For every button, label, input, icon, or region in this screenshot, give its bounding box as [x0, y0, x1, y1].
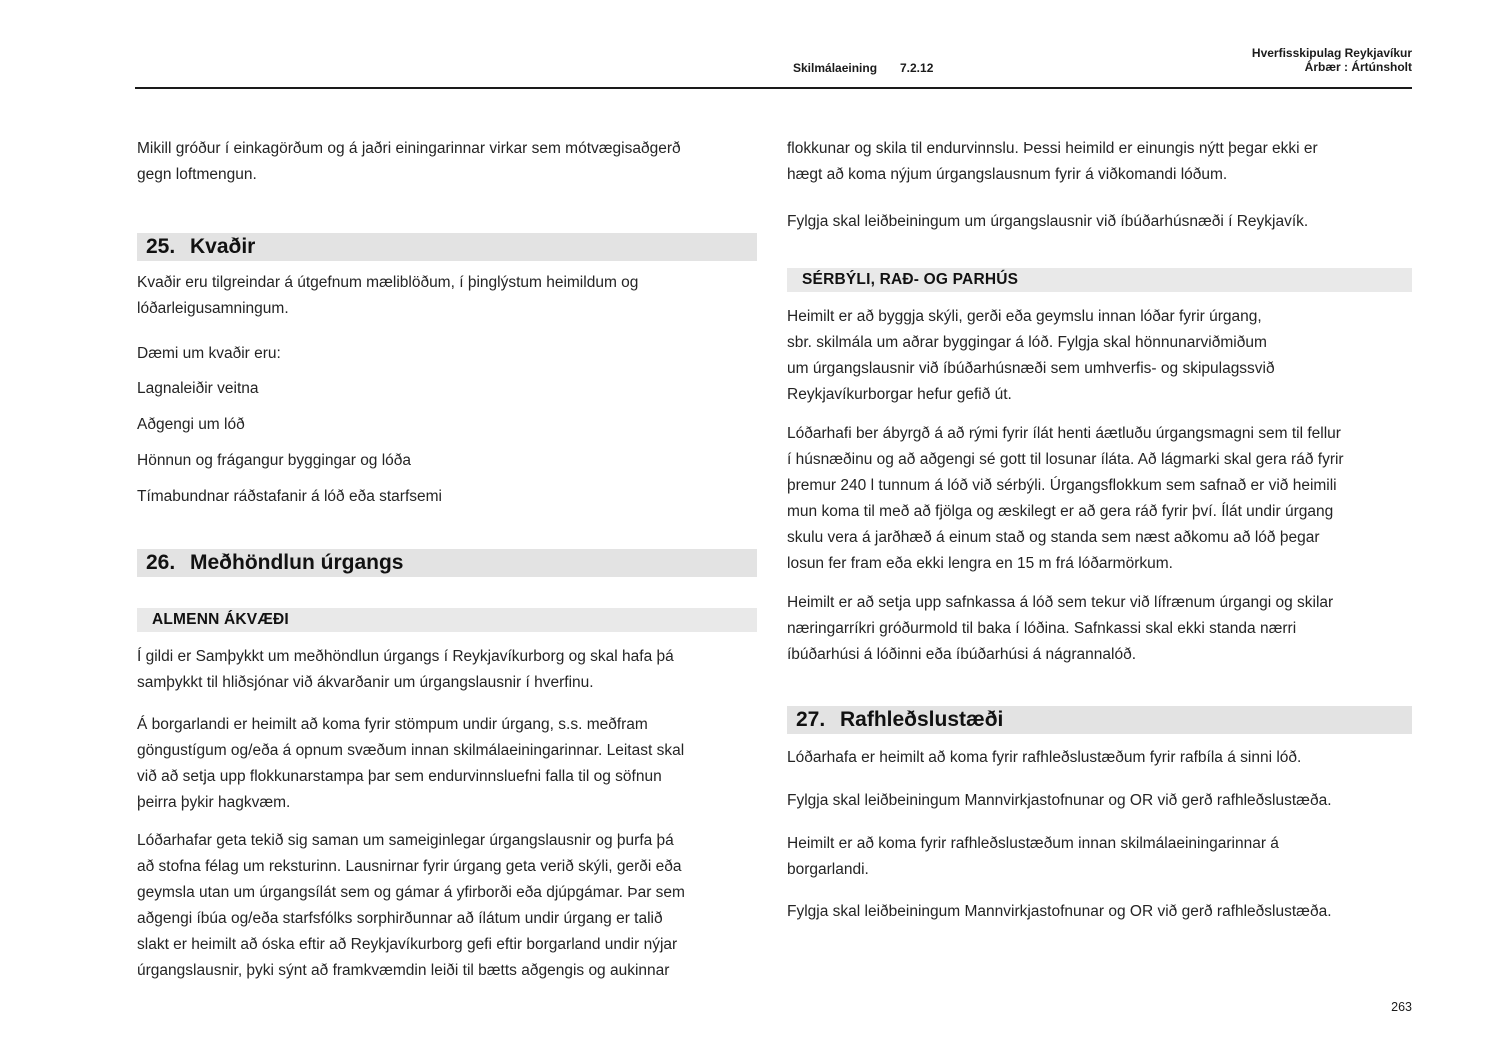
text-line: Aðgengi um lóð: [137, 416, 245, 433]
text-line: Heimilt er að koma fyrir rafhleðslustæðum innan skilmálaeiningarinnar á: [787, 835, 1279, 852]
text-line: Í gildi er Samþykkt um meðhöndlun úrgangs í Reykjavíkurborg og skal hafa þá: [137, 648, 674, 665]
text-line: lóðarleigusamningum.: [137, 300, 289, 317]
text-line: við að setja upp flokkunarstampa þar sem endurvinnsluefni falla til og söfnun: [137, 768, 662, 785]
text-line: Á borgarlandi er heimilt að koma fyrir stömpum undir úrgang, s.s. meðfram: [137, 716, 648, 733]
text-line: Lóðarhafa er heimilt að koma fyrir rafhleðslustæðum fyrir rafbíla á sinni lóð.: [787, 749, 1302, 766]
text-line: að stofna félag um reksturinn. Lausnirnar fyrir úrgang geta verið skýli, gerði eða: [137, 858, 682, 875]
text-line: um úrgangslausnir við íbúðarhúsnæði sem umhverfis- og skipulagssvið: [787, 360, 1275, 377]
header-rule: [135, 87, 1412, 89]
text-line: borgarlandi.: [787, 861, 869, 878]
paragraph-kvadir: [137, 270, 757, 322]
section-27-heading: [787, 706, 1412, 734]
text-line: hægt að koma nýjum úrgangslausnum fyrir á viðkomandi lóðum.: [787, 166, 1228, 183]
subheading-almenn-akvaedi: ALMENN ÁKVÆÐI: [137, 608, 757, 632]
text-line: íbúðarhúsi á lóðinni eða íbúðarhúsi á nágrannalóð.: [787, 646, 1137, 663]
section-25-heading: [137, 233, 757, 261]
text-line: gegn loftmengun.: [137, 166, 257, 183]
paragraph-gildi: [137, 644, 757, 696]
text-line: Lagnaleiðir veitna: [137, 380, 259, 397]
text-line: sbr. skilmála um aðrar byggingar á lóð. Fylgja skal hönnunarviðmiðum: [787, 334, 1267, 351]
header-district: Árbær : Ártúnsholt: [1304, 60, 1412, 74]
kvadir-list: [137, 376, 757, 510]
section-27-title: Rafhleðslustæði: [840, 708, 1004, 731]
text-line: Fylgja skal leiðbeiningum um úrgangslausnir við íbúðarhúsnæði í Reykjavík.: [787, 213, 1309, 230]
paragraph-fylgja-mannvirkja-2: [787, 899, 1412, 925]
text-line: geymsla utan um úrgangsílát sem og gámar á yfirborði eða djúpgámar. Þar sem: [137, 884, 685, 901]
header-plan-block: [1252, 46, 1412, 74]
text-line: úrgangslausnir, þyki sýnt að framkvæmdin leiði til bætts aðgengis og aukinnar: [137, 962, 670, 979]
text-line: Hönnun og frágangur byggingar og lóða: [137, 452, 412, 469]
paragraph-lodarhafar: [137, 828, 757, 984]
text-line: aðgengi íbúa og/eða starfsfólks sorphirðunnar að ílátum undir úrgang er talið: [137, 910, 663, 927]
paragraph-examples-label: [137, 341, 757, 367]
text-line: Mikill gróður í einkagörðum og á jaðri einingarinnar virkar sem mótvægisaðgerð: [137, 140, 681, 157]
text-line: Heimilt er að byggja skýli, gerði eða geymslu innan lóðar fyrir úrgang,: [787, 308, 1262, 325]
section-25-title: Kvaðir: [190, 235, 256, 258]
paragraph-intro: [137, 136, 757, 188]
right-column: [787, 136, 1412, 925]
text-line: göngustígum og/eða á opnum svæðum innan skilmálaeiningarinnar. Leitast skal: [137, 742, 685, 759]
section-26-number: 26.: [146, 551, 176, 574]
text-line: Lóðarhafi ber ábyrgð á að rými fyrir ílát henti áætluðu úrgangsmagni sem til fellur: [787, 425, 1341, 442]
subheading-serbyli: SÉRBÝLI, RAÐ- OG PARHÚS: [787, 268, 1412, 292]
text-line: Kvaðir eru tilgreindar á útgefnum mæliblöðum, í þinglýstum heimildum og: [137, 274, 639, 291]
text-line: losun fer fram eða ekki lengra en 15 m frá lóðarmörkum.: [787, 555, 1173, 572]
text-line: í húsnæðinu og að aðgengi sé gott til losunar íláta. Að lágmarki skal gera ráð fyrir: [787, 451, 1344, 468]
paragraph-rafhledslu: [787, 745, 1412, 771]
paragraph-fylgja-mannvirkja-1: [787, 788, 1412, 814]
text-line: slakt er heimilt að óska eftir að Reykjavíkurborg gefi eftir borgarland undir nýjar: [137, 936, 678, 953]
text-line: Lóðarhafar geta tekið sig saman um sameiginlegar úrgangslausnir og þurfa þá: [137, 832, 674, 849]
page-number: 263: [1391, 1000, 1412, 1014]
section-25-number: 25.: [146, 235, 176, 258]
paragraph-fylgja: [787, 209, 1412, 235]
paragraph-heimilt-koma: [787, 831, 1412, 883]
text-line: þremur 240 l tunnum á lóð við sérbýli. Úrgangsflokkum sem safnað er við heimili: [787, 477, 1337, 494]
text-line: flokkunar og skila til endurvinnslu. Þessi heimild er einungis nýtt þegar ekki er: [787, 140, 1318, 157]
text-line: Heimilt er að setja upp safnkassa á lóð sem tekur við lífrænum úrgangi og skilar: [787, 594, 1334, 611]
header-plan-title: Hverfisskipulag Reykjavíkur: [1251, 46, 1412, 60]
text-line: Dæmi um kvaðir eru:: [137, 345, 281, 362]
header-unit-number: 7.2.12: [900, 61, 934, 75]
left-column: [137, 136, 757, 984]
header-unit-label: Skilmálaeining: [793, 61, 878, 75]
section-27-number: 27.: [796, 708, 826, 731]
text-line: Fylgja skal leiðbeiningum Mannvirkjastofnunar og OR við gerð rafhleðslustæða.: [787, 792, 1332, 809]
text-line: mun koma til með að fjölga og æskilegt er að gera ráð fyrir því. Ílát undir úrgang: [787, 503, 1334, 520]
text-line: næringarríkri gróðurmold til baka í lóðina. Safnkassi skal ekki standa nærri: [787, 620, 1297, 637]
text-line: Reykjavíkurborgar hefur gefið út.: [787, 386, 1012, 403]
text-line: samþykkt til hliðsjónar við ákvarðanir um úrgangslausnir í hverfinu.: [137, 674, 594, 691]
section-26-title: Meðhöndlun úrgangs: [190, 551, 404, 574]
paragraph-lodarhafi: [787, 421, 1412, 577]
paragraph-flokkunar: [787, 136, 1412, 188]
text-line: Tímabundnar ráðstafanir á lóð eða starfsemi: [137, 488, 442, 505]
section-26-heading: [137, 549, 757, 577]
text-line: skulu vera á jarðhæð á einum stað og standa sem næst aðkomu að lóð þegar: [787, 529, 1320, 546]
text-line: Fylgja skal leiðbeiningum Mannvirkjastofnunar og OR við gerð rafhleðslustæða.: [787, 903, 1332, 920]
paragraph-byggja: [787, 304, 1412, 408]
paragraph-borgarland: [137, 712, 757, 816]
paragraph-safnkassi: [787, 590, 1412, 668]
text-line: þeirra þykir hagkvæm.: [137, 794, 291, 811]
